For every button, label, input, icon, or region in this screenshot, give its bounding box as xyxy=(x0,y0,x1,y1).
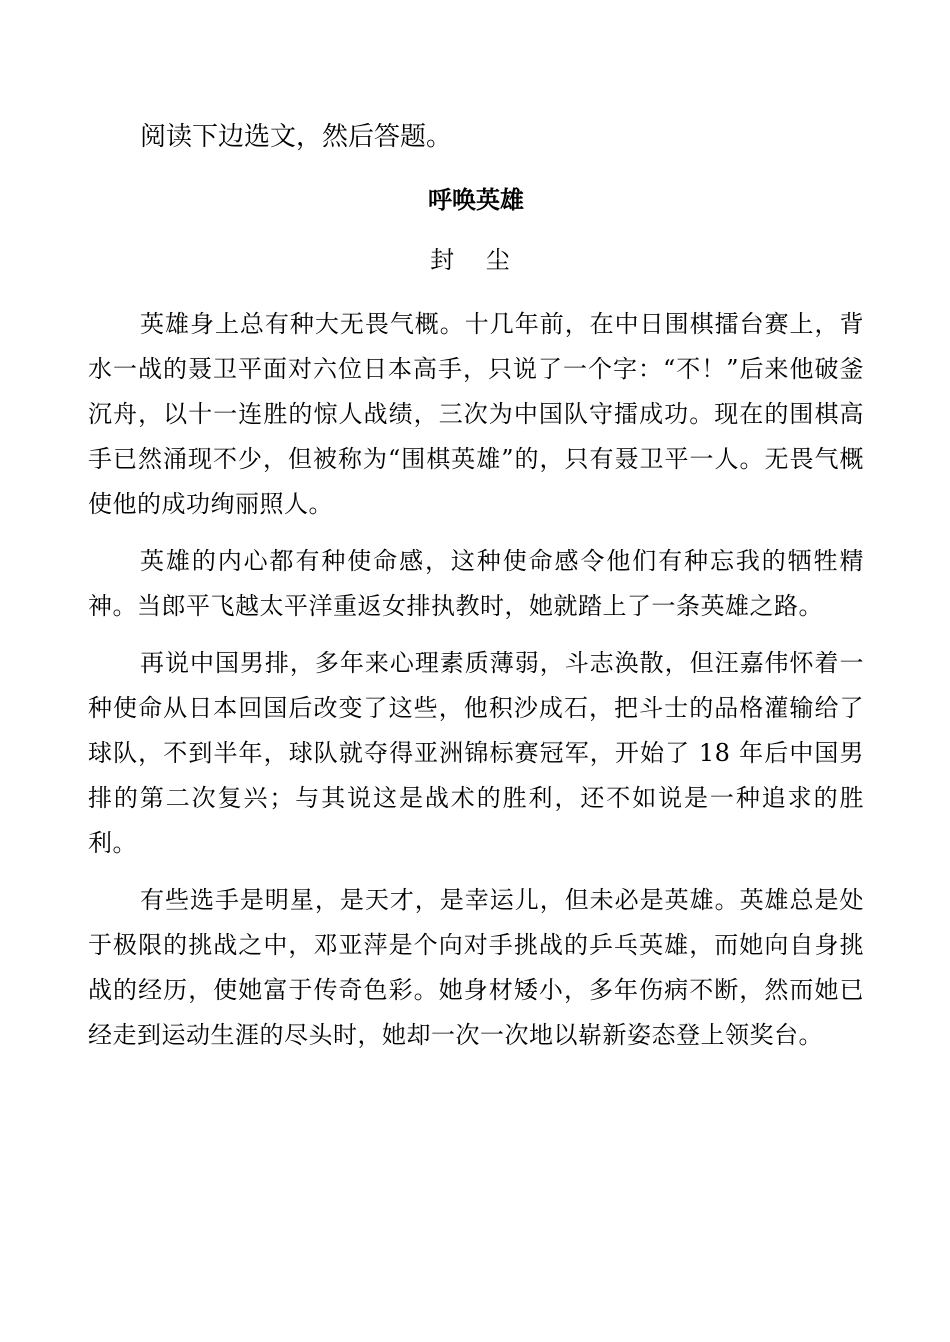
paragraph-1: 英雄身上总有种大无畏气概。十几年前，在中日围棋擂台赛上，背水一战的聂卫平面对六位日本高手，只说了一个字：“不！”后来他破釜沉舟，以十一连胜的惊人战绩，三次为中国队守擂成功。现在的围棋高手已然涌现不少，但被称为“围棋英雄”的，只有聂卫平一人。无畏气概使他的成功绚丽照人。 xyxy=(88,310,864,518)
article-author: 封 尘 xyxy=(430,246,522,274)
article-title: 呼唤英雄 xyxy=(428,185,524,214)
paragraph-4: 有些选手是明星，是天才，是幸运儿，但未必是英雄。英雄总是处于极限的挑战之中，邓亚萍是个向对手挑战的乒乓英雄，而她向自身挑战的经历，使她富于传奇色彩。她身材矮小，多年伤病不断，然而她已经走到运动生涯的尽头时，她却一次一次地以崭新姿态登上领奖台。 xyxy=(88,886,864,1049)
paragraph-3: 再说中国男排，多年来心理素质薄弱，斗志涣散，但汪嘉伟怀着一种使命从日本回国后改变了这些，他积沙成石，把斗士的品格灌输给了球队，不到半年，球队就夺得亚洲锦标赛冠军，开始了 18 年后中国男排的第二次复兴；与其说这是战术的胜利，还不如说是一种追求的胜利。 xyxy=(88,649,864,857)
reading-instruction: 阅读下边选文，然后答题。 xyxy=(140,122,453,152)
paragraph-2: 英雄的内心都有种使命感，这种使命感令他们有种忘我的牺牲精神。当郎平飞越太平洋重返女排执教时，她就踏上了一条英雄之路。 xyxy=(88,547,864,620)
article-body xyxy=(88,302,864,1070)
